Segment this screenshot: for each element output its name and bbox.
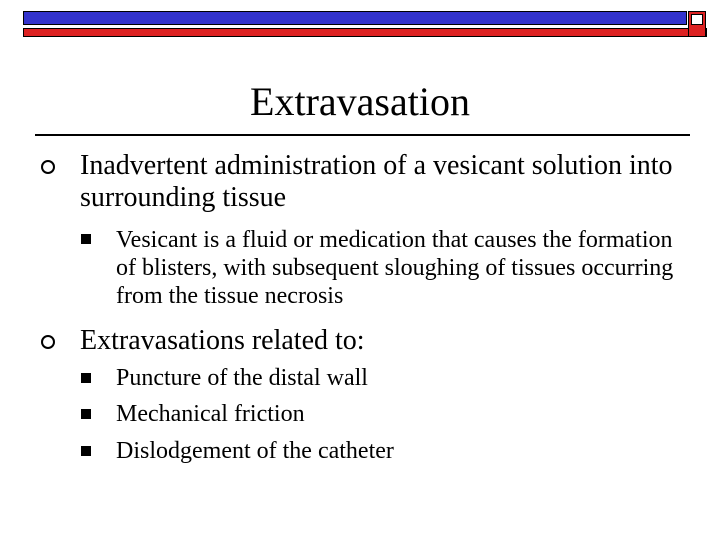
square-bullet-icon (81, 409, 91, 419)
slide-title-text: Extravasation (250, 79, 470, 124)
header-square-icon (688, 11, 706, 37)
square-bullet-icon (81, 234, 91, 244)
hollow-circle-bullet-icon (41, 160, 55, 174)
square-bullet-icon (81, 446, 91, 456)
bullet-2-sub-1-text: Puncture of the distal wall (116, 365, 368, 391)
bullet-2-text: Extravasations related to: (80, 325, 365, 356)
bullet-1-sub-1-text: Vesicant is a fluid or medication that causes the formation of blisters, with subsequent sloughing of tissues occurring from the tissue necrosis (116, 227, 674, 309)
slide-title (0, 78, 720, 126)
red-header-bar (23, 28, 707, 37)
hollow-circle-bullet-icon (41, 335, 55, 349)
bullet-2-sub-3-text: Dislodgement of the catheter (116, 438, 394, 464)
title-divider (35, 134, 690, 136)
bullet-1-text: Inadvertent administration of a vesicant solution into surrounding tissue (80, 150, 673, 213)
decorative-header-bars (23, 11, 705, 39)
blue-header-bar (23, 11, 687, 25)
square-bullet-icon (81, 373, 91, 383)
bullet-2-sub-2-text: Mechanical friction (116, 401, 305, 427)
